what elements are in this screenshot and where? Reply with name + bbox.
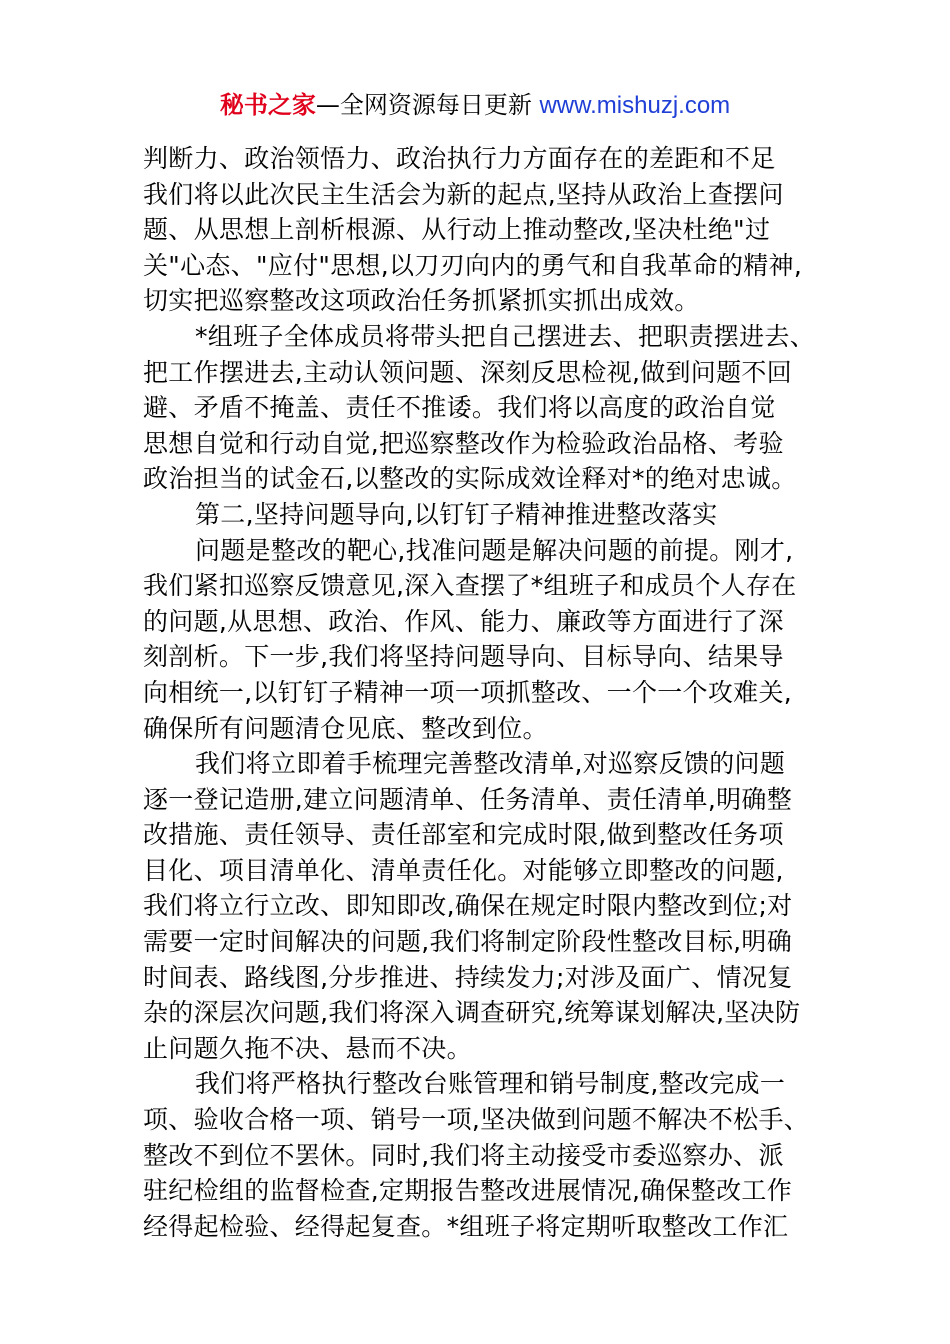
text-line: 我们将以此次民主生活会为新的起点,坚持从政治上查摆问: [143, 179, 784, 209]
site-url-link[interactable]: www.mishuzj.com: [539, 92, 731, 119]
header-tagline: —全网资源每日更新: [315, 91, 540, 119]
text-line: 整改不到位不罢休。同时,我们将主动接受市委巡察办、派: [143, 1140, 784, 1170]
text-line: 逐一登记造册,建立问题清单、任务清单、责任清单,明确整: [143, 784, 792, 814]
paragraph-first-line: 我们将严格执行整改台账管理和销号制度,整改完成一: [195, 1069, 786, 1099]
text-line: 刻剖析。下一步,我们将坚持问题导向、目标导向、结果导: [143, 642, 784, 672]
page-header: [0, 88, 950, 123]
text-line: 题、从思想上剖析根源、从行动上推动整改,坚决杜绝"过: [143, 215, 771, 245]
text-line: 思想自觉和行动自觉,把巡察整改作为检验政治品格、考验: [143, 428, 784, 458]
text-line: 确保所有问题清仓见底、整改到位。: [143, 713, 548, 743]
text-line: 的问题,从思想、政治、作风、能力、廉政等方面进行了深: [143, 606, 784, 636]
text-line: 经得起检验、经得起复查。*组班子将定期听取整改工作汇: [143, 1211, 789, 1241]
text-line: 切实把巡察整改这项政治任务抓紧抓实抓出成效。: [143, 286, 700, 316]
text-line: 政治担当的试金石,以整改的实际成效诠释对*的绝对忠诚。: [143, 464, 797, 494]
text-line: 目化、项目清单化、清单责任化。对能够立即整改的问题,: [143, 855, 784, 885]
section-heading: 第二,坚持问题导向,以钉钉子精神推进整改落实: [195, 499, 718, 529]
text-line: 避、矛盾不掩盖、责任不推诿。我们将以高度的政治自觉: [143, 393, 776, 423]
text-line: 判断力、政治领悟力、政治执行力方面存在的差距和不足: [143, 144, 776, 173]
text-line: 止问题久拖不决、悬而不决。: [143, 1033, 472, 1063]
text-line: 改措施、责任领导、责任部室和完成时限,做到整改任务项: [143, 820, 784, 850]
text-line: 驻纪检组的监督检查,定期报告整改进展情况,确保整改工作: [143, 1176, 792, 1206]
text-line: 关"心态、"应付"思想,以刀刃向内的勇气和自我革命的精神,: [143, 250, 803, 280]
brand-name: 秘书之家: [219, 91, 316, 119]
text-line: 杂的深层次问题,我们将深入调查研究,统筹谋划解决,坚决防: [143, 998, 801, 1028]
text-line: 需要一定时间解决的问题,我们将制定阶段性整改目标,明确: [143, 927, 792, 957]
text-line: 我们紧扣巡察反馈意见,深入查摆了*组班子和成员个人存在: [143, 571, 797, 601]
text-line: 时间表、路线图,分步推进、持续发力;对涉及面广、情况复: [143, 962, 793, 992]
paragraph-first-line: 问题是整改的靶心,找准问题是解决问题的前提。刚才,: [195, 535, 794, 565]
text-line: 我们将立行立改、即知即改,确保在规定时限内整改到位;对: [143, 891, 793, 921]
paragraph-first-line: 我们将立即着手梳理完善整改清单,对巡察反馈的问题: [195, 749, 786, 779]
text-line: 向相统一,以钉钉子精神一项一项抓整改、一个一个攻难关,: [143, 677, 792, 707]
paragraph-first-line: *组班子全体成员将带头把自己摆进去、把职责摆进去、: [195, 321, 816, 351]
document-body: [143, 141, 823, 1244]
text-line: 把工作摆进去,主动认领问题、深刻反思检视,做到问题不回: [143, 357, 792, 387]
text-line: 项、验收合格一项、销号一项,坚决做到问题不解决不松手、: [143, 1105, 810, 1135]
